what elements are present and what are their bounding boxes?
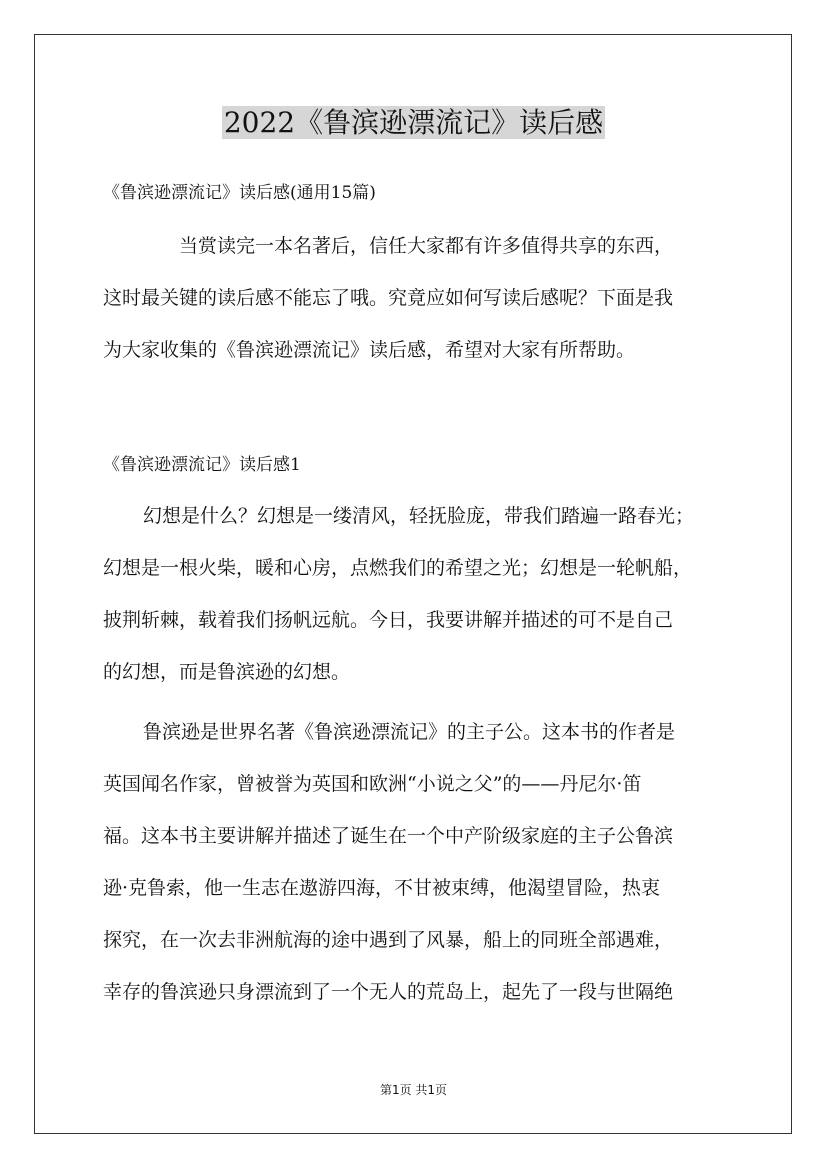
- paragraph-line: 英国闻名作家，曾被誉为英国和欧洲“小说之父”的——丹尼尔·笛: [103, 773, 642, 795]
- paragraph-line: 逊·克鲁索，他一生志在遨游四海，不甘被束缚，他渴望冒险，热衷: [103, 877, 661, 899]
- intro-line: 为大家收集的《鲁滨逊漂流记》读后感，希望对大家有所帮助。: [103, 339, 636, 361]
- document-title-text: 2022《鲁滨逊漂流记》读后感: [223, 106, 604, 139]
- intro-line: 这时最关键的读后感不能忘了哦。究竟应如何写读后感呢？下面是我: [103, 287, 674, 309]
- paragraph-line: 探究，在一次去非洲航海的途中遇到了风暴，船上的同班全部遇难，: [103, 929, 674, 951]
- document-title: [0, 103, 827, 143]
- section-heading: 《鲁滨逊漂流记》读后感1: [103, 455, 301, 475]
- document-subtitle: 《鲁滨逊漂流记》读后感(通用15篇): [103, 183, 376, 203]
- page-footer: 第1页 共1页: [379, 1083, 448, 1097]
- paragraph-line: 幸存的鲁滨逊只身漂流到了一个无人的荒岛上，起先了一段与世隔绝: [103, 981, 674, 1003]
- body-paragraph-2: [103, 706, 731, 1018]
- paragraph-line: 鲁滨逊是世界名著《鲁滨逊漂流记》的主子公。这本书的作者是: [143, 721, 676, 743]
- paragraph-line: 的幻想，而是鲁滨逊的幻想。: [103, 661, 351, 683]
- intro-paragraph: [103, 220, 731, 376]
- paragraph-line: 披荆斩棘，载着我们扬帆远航。今日，我要讲解并描述的可不是自己: [103, 609, 674, 631]
- intro-line: 当赏读完一本名著后，信任大家都有许多值得共享的东西，: [179, 235, 674, 257]
- paragraph-line: 幻想是一根火柴，暖和心房，点燃我们的希望之光；幻想是一轮帆船，: [103, 557, 693, 579]
- paragraph-line: 幻想是什么？幻想是一缕清风，轻抚脸庞，带我们踏遍一路春光；: [143, 505, 695, 527]
- paragraph-line: 福。这本书主要讲解并描述了诞生在一个中产阶级家庭的主子公鲁滨: [103, 825, 674, 847]
- body-paragraph-1: [103, 490, 731, 698]
